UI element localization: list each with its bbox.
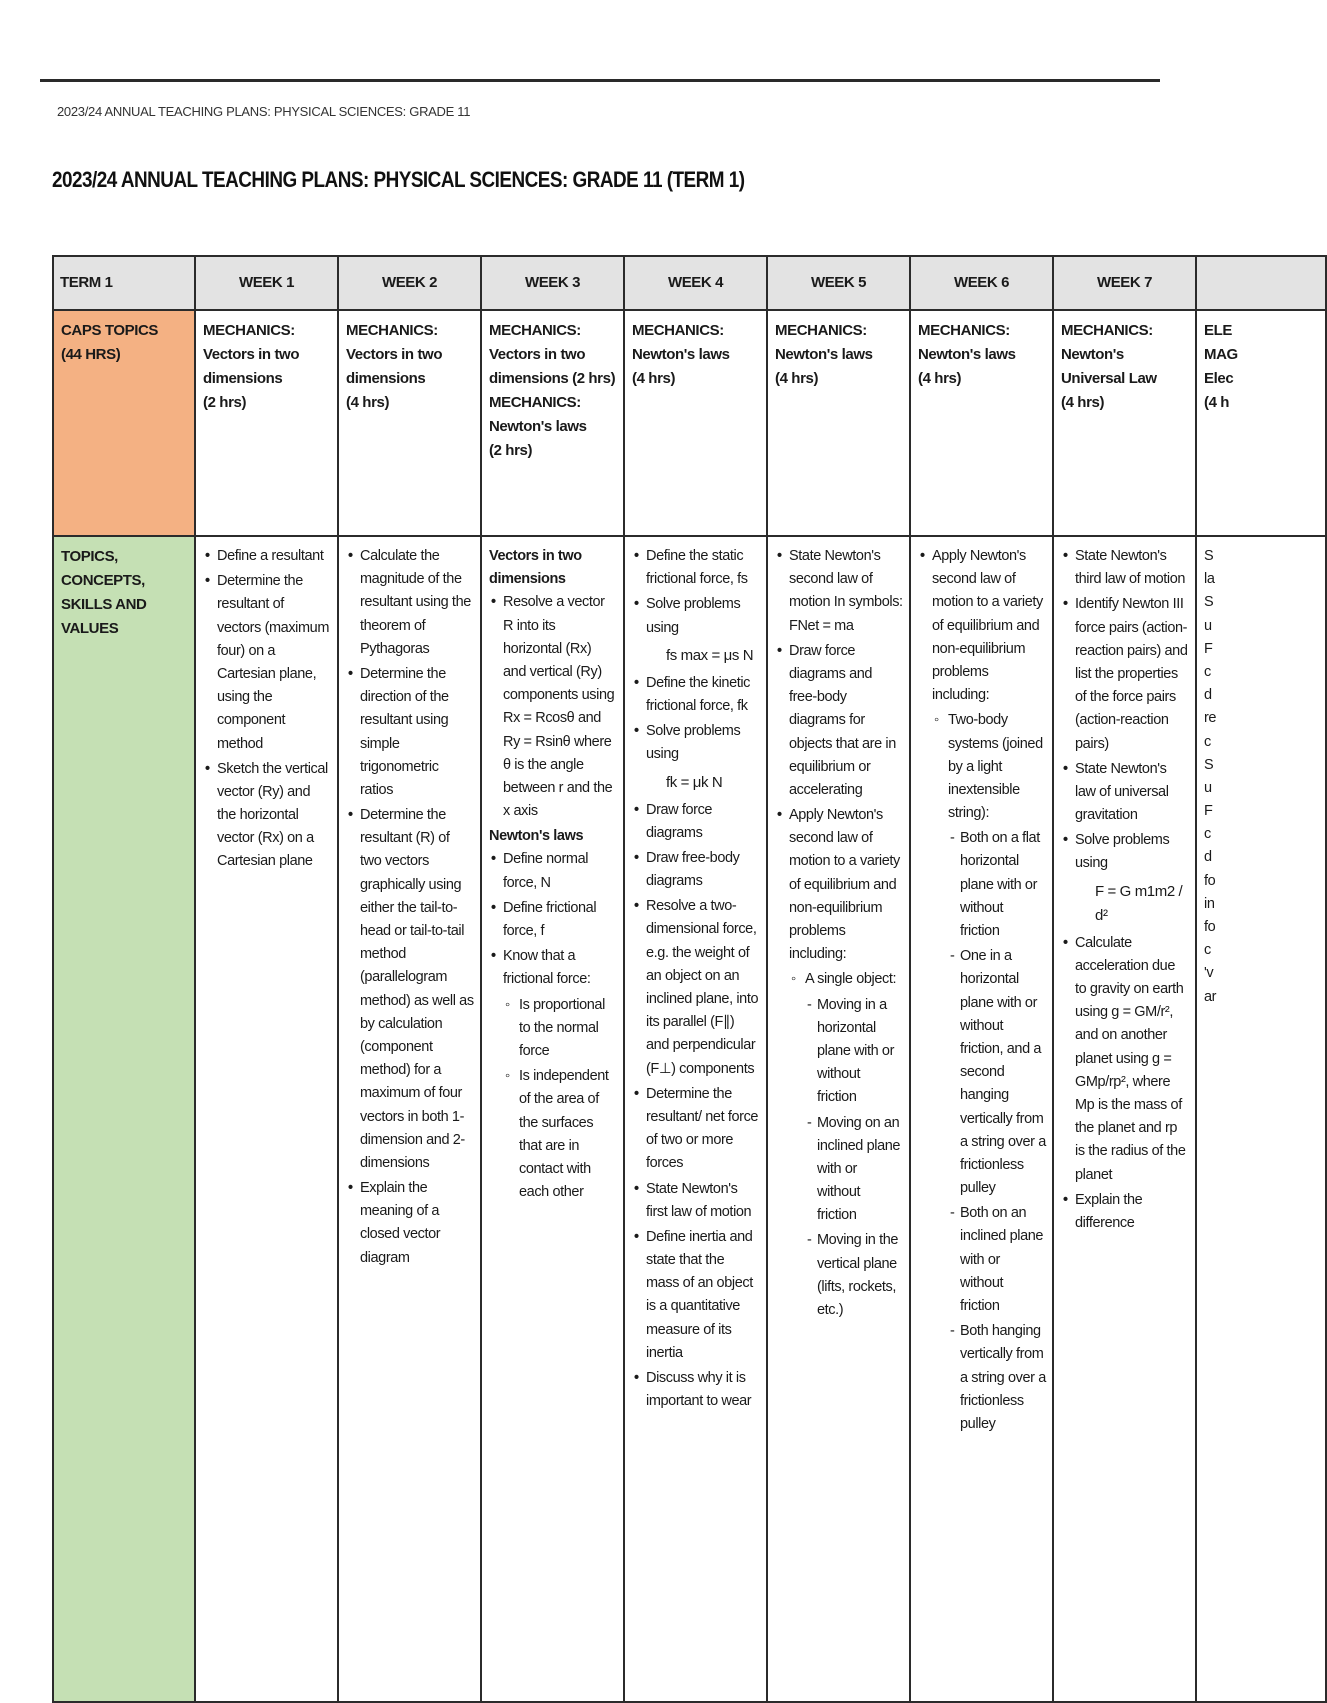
caps-topic: Universal Law [1061, 370, 1157, 387]
caps-hours: (4 h [1204, 394, 1230, 411]
caps-topic: MECHANICS: Vectors in two dimensions [203, 322, 300, 387]
bullet-list [918, 545, 1046, 1436]
teaching-plan-table-wrapper [52, 255, 1238, 1700]
sub-list [932, 709, 1046, 1436]
caps-topics-label [53, 310, 195, 536]
week-header: WEEK 1 [195, 256, 338, 310]
content-cell-week6 [910, 536, 1053, 1702]
clipped-text: u [1204, 779, 1212, 796]
caps-topic: MAG [1204, 346, 1238, 363]
list-item: • Sketch the vertical vector (Ry) and the horizontal vector (Rx) on a Cartesian plane [217, 758, 331, 874]
sub-list-item [805, 968, 903, 1322]
list-item: • Draw force diagrams and free-body diagrams for objects that are in equilibrium or accelerating [789, 640, 903, 802]
list-item: • State Newton's third law of motion [1075, 545, 1189, 591]
bullet-list [203, 545, 331, 874]
content-cell-week2 [338, 536, 481, 1702]
sub-list [503, 994, 617, 1205]
formula: fk = μk N [666, 773, 723, 791]
list-item: • Determine the resultant (R) of two vectors graphically using either the tail-to-head or tail-to-tail method (parallelogram method) as well as by calculation (component method) for a maximum of four vectors in both 1-dimension and 2-dimensions [360, 804, 474, 1175]
list-item-text: Solve problems using [646, 723, 741, 763]
caps-topic: Newton's laws [632, 346, 730, 363]
clipped-text: d [1204, 687, 1212, 704]
caps-topic: Elec [1204, 370, 1234, 387]
clipped-text: S [1204, 548, 1214, 564]
list-item: • Draw force diagrams [646, 799, 760, 845]
list-item: • Calculate the magnitude of the resultant using the theorem of Pythagoras [360, 545, 474, 661]
clipped-text: u [1204, 617, 1212, 634]
sub-list-item-text: Two-body systems (joined by a light inextensible string): [948, 712, 1043, 822]
clipped-text: c [1204, 733, 1211, 750]
sub-list-item: ◦ Is independent of the area of the surfaces that are in contact with each other [519, 1065, 617, 1204]
bullet-list [632, 545, 760, 1413]
list-item: • Define a resultant [217, 545, 331, 568]
list-item: • Calculate acceleration due to gravity on earth using g = GM/r², and on another planet using g = GMp/rp², where Mp is the mass of the planet and rp is the radius of the planet [1075, 932, 1189, 1187]
dash-list-item: - Both on an inclined plane with or without friction [960, 1202, 1046, 1318]
list-item: • State Newton's first law of motion [646, 1178, 760, 1224]
list-item: • Define the static frictional force, fs [646, 545, 760, 591]
header-row [53, 256, 1326, 310]
caps-label-hours: (44 HRS) [61, 346, 121, 363]
list-item: • State Newton's second law of motion In symbols: FNet = ma [789, 545, 903, 638]
list-item-text: Solve problems using [646, 596, 741, 636]
caps-cell-week8 [1196, 310, 1326, 536]
clipped-text: c [1204, 663, 1211, 680]
caps-hours: (2 hrs) [489, 442, 533, 459]
dash-list [948, 827, 1046, 1436]
list-item: • Explain the difference [1075, 1189, 1189, 1235]
caps-topics-row [53, 310, 1326, 536]
week-header [1196, 256, 1326, 310]
caps-cell-week1 [195, 310, 338, 536]
section-heading: Vectors in two dimensions [489, 548, 582, 588]
list-item: • Determine the direction of the resultant using simple trigonometric ratios [360, 663, 474, 802]
formula: fs max = μs N [666, 646, 754, 664]
list-item: • Determine the resultant of vectors (maximum four) on a Cartesian plane, using the component method [217, 570, 331, 756]
dash-list [805, 994, 903, 1323]
caps-topic: ELE [1204, 322, 1232, 339]
dash-list-item: - Moving in a horizontal plane with or without friction [817, 994, 903, 1110]
caps-topic: Newton's laws [918, 346, 1016, 363]
caps-cell-week3 [481, 310, 624, 536]
content-cell-week7 [1053, 536, 1196, 1702]
week-header: WEEK 4 [624, 256, 767, 310]
clipped-text: fo [1204, 919, 1216, 935]
list-item: • State Newton's law of universal gravitation [1075, 758, 1189, 828]
week-header: WEEK 3 [481, 256, 624, 310]
list-item: • Explain the meaning of a closed vector diagram [360, 1177, 474, 1270]
page-title: 2023/24 ANNUAL TEACHING PLANS: PHYSICAL SCIENCES: GRADE 11 (TERM 1) [52, 167, 745, 192]
list-item-text: Solve problems using [1075, 832, 1170, 872]
list-item-text: Know that a frictional force: [503, 948, 591, 988]
caps-topic: Newton's [1061, 346, 1124, 363]
clipped-text: in [1204, 895, 1215, 912]
list-item-text: Apply Newton's second law of motion to a variety of equilibrium and non-equilibrium problems including: [789, 807, 900, 963]
clipped-text: F [1204, 803, 1213, 820]
caps-hours: (4 hrs) [632, 370, 676, 387]
bullet-list [346, 545, 474, 1270]
caps-label-line: CAPS TOPICS [61, 322, 159, 339]
clipped-text: c [1204, 942, 1211, 959]
list-item [789, 804, 903, 1322]
content-cell-week5 [767, 536, 910, 1702]
dash-list-item: - One in a horizontal plane with or without friction, and a second hanging vertically from a string over a frictionless pulley [960, 945, 1046, 1200]
list-item: • Define the kinetic frictional force, fk [646, 672, 760, 718]
clipped-text: ar [1204, 988, 1217, 1005]
caps-topic: MECHANICS: [1061, 322, 1153, 339]
formula: F = G m1m2 / d² [1095, 882, 1183, 924]
week-header: WEEK 5 [767, 256, 910, 310]
clipped-text: F [1204, 640, 1213, 657]
list-item [503, 945, 617, 1204]
topics-concepts-row [53, 536, 1326, 1702]
teaching-plan-table [52, 255, 1327, 1703]
sub-list-item [948, 709, 1046, 1436]
dash-list-item: - Moving on an inclined plane with or without friction [817, 1112, 903, 1228]
week-header: WEEK 2 [338, 256, 481, 310]
sub-list-item: ◦ Is proportional to the normal force [519, 994, 617, 1064]
topics-concepts-label: TOPICS, CONCEPTS, SKILLS AND VALUES [53, 536, 195, 1702]
caps-hours: (2 hrs) [203, 394, 247, 411]
top-rule [40, 79, 1160, 82]
caps-topic: MECHANICS: [632, 322, 724, 339]
list-item: • Discuss why it is important to wear [646, 1367, 760, 1413]
caps-topic: MECHANICS: Vectors in two dimensions [346, 322, 443, 387]
bullet-list [489, 591, 617, 823]
caps-hours: (4 hrs) [346, 394, 390, 411]
caps-hours: (4 hrs) [918, 370, 962, 387]
clipped-text: c [1204, 826, 1211, 843]
list-item [646, 593, 760, 667]
clipped-text: S [1204, 756, 1214, 773]
clipped-text: la [1204, 571, 1215, 588]
caps-topic: MECHANICS: Vectors in two dimensions (2 hrs) [489, 322, 616, 387]
list-item [1075, 829, 1189, 927]
caps-hours: (4 hrs) [1061, 394, 1105, 411]
clipped-text: S [1204, 594, 1214, 611]
sub-list [789, 968, 903, 1322]
list-item: • Identify Newton III force pairs (action-reaction pairs) and list the properties of the force pairs (action-reaction pairs) [1075, 593, 1189, 755]
list-item: • Define inertia and state that the mass of an object is a quantitative measure of its inertia [646, 1226, 760, 1365]
dash-list-item: - Moving in the vertical plane (lifts, rockets, etc.) [817, 1229, 903, 1322]
list-item [932, 545, 1046, 1436]
caps-topic: Newton's laws [775, 346, 873, 363]
bullet-list [1061, 545, 1189, 1235]
caps-cell-week2 [338, 310, 481, 536]
week-header: WEEK 6 [910, 256, 1053, 310]
caps-topic: MECHANICS: [918, 322, 1010, 339]
content-cell-week1 [195, 536, 338, 1702]
section-heading: Newton's laws [489, 828, 584, 845]
clipped-text: re [1204, 710, 1217, 727]
list-item: • Define frictional force, f [503, 897, 617, 943]
caps-cell-week5 [767, 310, 910, 536]
list-item: • Draw free-body diagrams [646, 847, 760, 893]
running-header: 2023/24 ANNUAL TEACHING PLANS: PHYSICAL SCIENCES: GRADE 11 [57, 104, 471, 119]
list-item: • Determine the resultant/ net force of two or more forces [646, 1083, 760, 1176]
list-item: • Resolve a vector R into its horizontal (Rx) and vertical (Ry) components using Rx = Rcosθ and Ry = Rsinθ where θ is the angle between r and the x axis [503, 591, 617, 823]
bullet-list [775, 545, 903, 1322]
list-item [646, 720, 760, 794]
caps-topic: MECHANICS: [775, 322, 867, 339]
dash-list-item: - Both hanging vertically from a string over a frictionless pulley [960, 1320, 1046, 1436]
list-item: • Resolve a two-dimensional force, e.g. the weight of an object on an inclined plane, into its parallel (F∥) and perpendicular (F⊥) components [646, 895, 760, 1081]
caps-cell-week7 [1053, 310, 1196, 536]
content-cell-week8 [1196, 536, 1326, 1702]
list-item-text: Apply Newton's second law of motion to a variety of equilibrium and non-equilibrium problems including: [932, 548, 1043, 704]
content-cell-week3 [481, 536, 624, 1702]
clipped-text: fo [1204, 872, 1216, 889]
bullet-list [489, 848, 617, 1204]
caps-topic: Newton's laws [489, 418, 587, 435]
caps-topic: MECHANICS: [489, 394, 581, 411]
clipped-text: d [1204, 849, 1212, 866]
dash-list-item: - Both on a flat horizontal plane with or without friction [960, 827, 1046, 943]
sub-list-item-text: A single object: [805, 971, 897, 988]
caps-hours: (4 hrs) [775, 370, 819, 387]
clipped-text: 'v [1204, 965, 1214, 982]
caps-cell-week6 [910, 310, 1053, 536]
term-label: TERM 1 [53, 256, 195, 310]
content-cell-week4 [624, 536, 767, 1702]
caps-cell-week4 [624, 310, 767, 536]
list-item: • Define normal force, N [503, 848, 617, 894]
week-header: WEEK 7 [1053, 256, 1196, 310]
